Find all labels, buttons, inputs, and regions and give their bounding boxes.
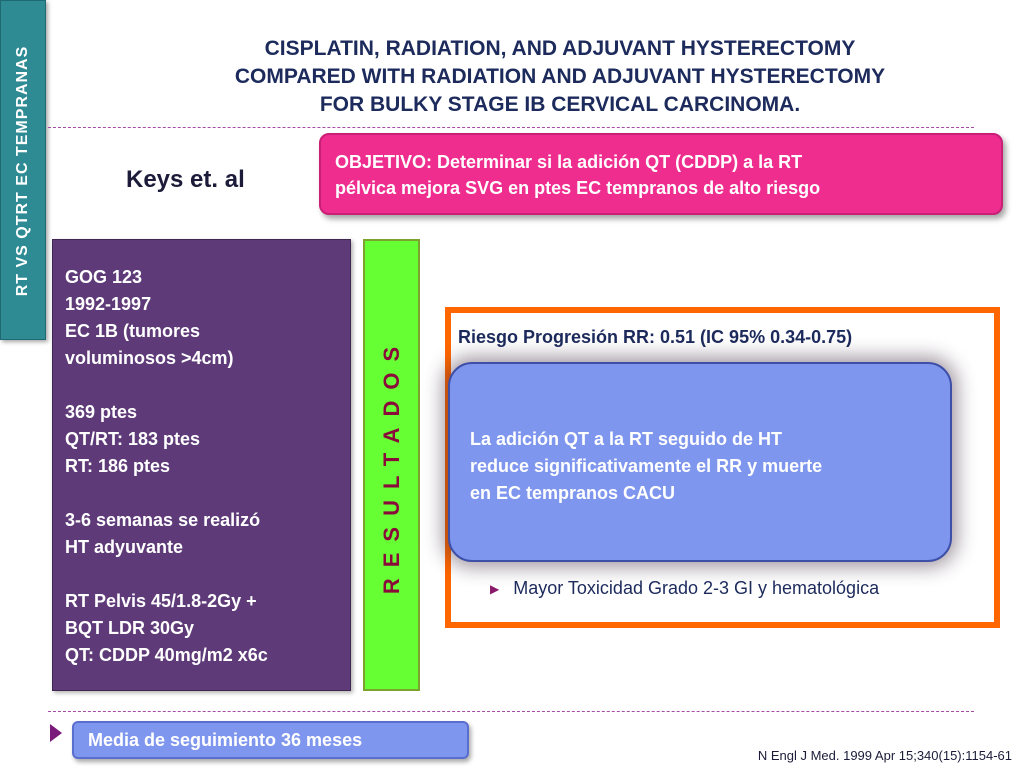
follow-up-arrow-icon	[50, 724, 62, 742]
top-divider	[48, 127, 974, 128]
objective-line-1: OBJETIVO: Determinar si la adición QT (CDDP) a la RT	[335, 152, 803, 172]
toxicity-bullet	[490, 578, 879, 599]
study-line: 1992-1997	[65, 294, 152, 314]
conclusion-line-1: La adición QT a la RT seguido de HT	[470, 429, 783, 449]
study-line: EC 1B (tumores	[65, 321, 201, 341]
study-line: QT: CDDP 40mg/m2 x6c	[65, 645, 268, 665]
conclusion-box	[448, 362, 952, 562]
study-line: BQT LDR 30Gy	[65, 618, 195, 638]
study-line: GOG 123	[65, 267, 143, 287]
title-line-1: CISPLATIN, RADIATION, AND ADJUVANT HYSTERECTOMY	[264, 37, 856, 60]
study-spacer	[65, 480, 338, 507]
side-tab-label: RT VS QTRT EC TEMPRANAS	[14, 45, 31, 297]
study-details-box	[52, 239, 351, 691]
study-line: QT/RT: 183 ptes	[65, 429, 201, 449]
results-label: RESULTADOS	[378, 335, 404, 595]
follow-up-text: Media de seguimiento 36 meses	[88, 730, 363, 750]
study-spacer	[65, 372, 338, 399]
slide-title	[120, 35, 1000, 119]
conclusion-line-2: reduce significativamente el RR y muerte	[470, 456, 823, 476]
results-bar	[363, 239, 420, 691]
toxicity-text: Mayor Toxicidad Grado 2-3 GI y hematológica	[513, 578, 880, 598]
study-line: HT adyuvante	[65, 537, 184, 557]
objective-line-2: pélvica mejora SVG en ptes EC tempranos de alto riesgo	[335, 178, 821, 198]
risk-progression-text: Riesgo Progresión RR: 0.51 (IC 95% 0.34-0.75)	[458, 327, 853, 347]
study-spacer	[65, 561, 338, 588]
follow-up-box	[72, 721, 469, 759]
study-line: 3-6 semanas se realizó	[65, 510, 261, 530]
authors: Keys et. al	[126, 166, 245, 193]
side-tab	[0, 0, 46, 340]
objective-box	[319, 133, 1003, 215]
conclusion-line-3: en EC tempranos CACU	[470, 483, 676, 503]
title-line-2: COMPARED WITH RADIATION AND ADJUVANT HYSTERECTOMY	[234, 65, 886, 88]
title-line-3: FOR BULKY STAGE IB CERVICAL CARCINOMA.	[319, 93, 801, 116]
bottom-divider	[48, 711, 974, 712]
citation: N Engl J Med. 1999 Apr 15;340(15):1154-61	[757, 748, 1012, 763]
study-line: RT Pelvis 45/1.8-2Gy +	[65, 591, 257, 611]
study-line: RT: 186 ptes	[65, 456, 171, 476]
bullet-arrow-icon: ▶	[490, 582, 500, 597]
study-line: voluminosos >4cm)	[65, 348, 234, 368]
study-line: 369 ptes	[65, 402, 138, 422]
